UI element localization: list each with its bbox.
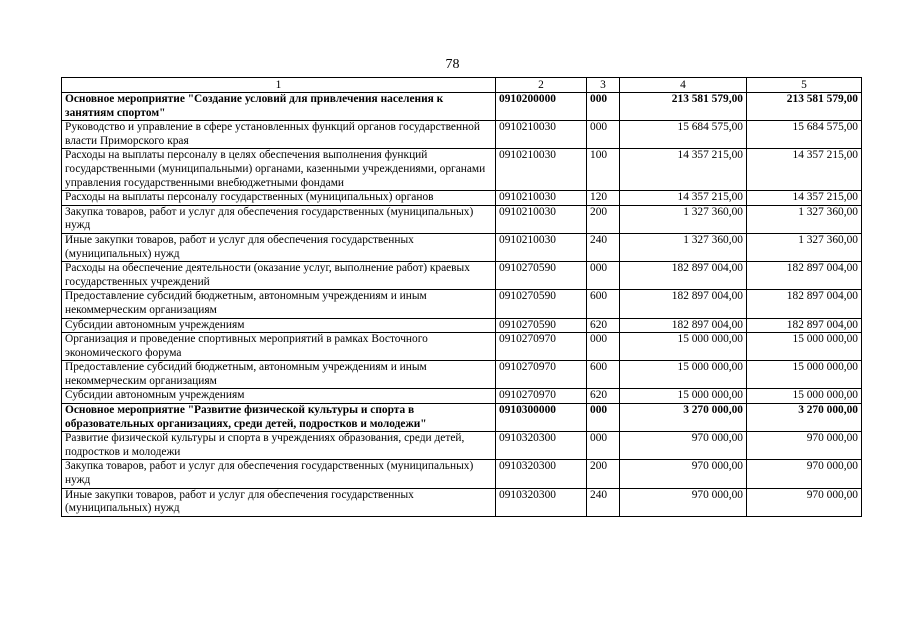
- table-row: [62, 205, 862, 233]
- row-kvr-cell: 000: [587, 121, 620, 149]
- row-sum1-cell: 970 000,00: [620, 432, 747, 460]
- row-code-cell: 0910210030: [496, 149, 587, 191]
- row-sum1-cell: 1 327 360,00: [620, 233, 747, 261]
- table-row: [62, 233, 862, 261]
- row-kvr-cell: 600: [587, 361, 620, 389]
- column-header-sum1: 4: [620, 78, 747, 93]
- row-kvr-cell: 620: [587, 389, 620, 404]
- row-sum2-cell: 1 327 360,00: [747, 233, 862, 261]
- row-sum1-cell: 182 897 004,00: [620, 262, 747, 290]
- row-sum1-cell: 182 897 004,00: [620, 290, 747, 318]
- row-sum2-cell: 182 897 004,00: [747, 262, 862, 290]
- table-row: [62, 460, 862, 488]
- row-name-cell: Основное мероприятие "Развитие физической культуры и спорта в образовательных организациях, среди детей, подростков и молодежи": [62, 404, 496, 432]
- row-name-cell: Субсидии автономным учреждениям: [62, 318, 496, 333]
- row-sum2-cell: 15 000 000,00: [747, 333, 862, 361]
- row-code-cell: 0910270590: [496, 262, 587, 290]
- row-kvr-cell: 000: [587, 262, 620, 290]
- row-name-cell: Расходы на обеспечение деятельности (оказание услуг, выполнение работ) краевых государственных учреждений: [62, 262, 496, 290]
- column-header-name: 1: [62, 78, 496, 93]
- row-sum1-cell: 14 357 215,00: [620, 191, 747, 206]
- row-sum1-cell: 970 000,00: [620, 488, 747, 516]
- row-sum1-cell: 15 684 575,00: [620, 121, 747, 149]
- row-name-cell: Организация и проведение спортивных мероприятий в рамках Восточного экономического форума: [62, 333, 496, 361]
- row-sum2-cell: 970 000,00: [747, 432, 862, 460]
- row-name-cell: Руководство и управление в сфере установленных функций органов государственной власти Приморского края: [62, 121, 496, 149]
- budget-table: [61, 77, 862, 517]
- row-code-cell: 0910210030: [496, 121, 587, 149]
- row-name-cell: Иные закупки товаров, работ и услуг для обеспечения государственных (муниципальных) нужд: [62, 488, 496, 516]
- row-name-cell: Субсидии автономным учреждениям: [62, 389, 496, 404]
- row-sum2-cell: 182 897 004,00: [747, 290, 862, 318]
- row-sum1-cell: 15 000 000,00: [620, 361, 747, 389]
- row-name-cell: Расходы на выплаты персоналу в целях обеспечения выполнения функций государственными (муниципальными) органами, казенными учреждениями, органами управления государственными внебюджетными фондами: [62, 149, 496, 191]
- column-header-sum2: 5: [747, 78, 862, 93]
- row-name-cell: Закупка товаров, работ и услуг для обеспечения государственных (муниципальных) нужд: [62, 205, 496, 233]
- row-sum2-cell: 15 684 575,00: [747, 121, 862, 149]
- row-kvr-cell: 200: [587, 205, 620, 233]
- row-sum1-cell: 970 000,00: [620, 460, 747, 488]
- row-kvr-cell: 200: [587, 460, 620, 488]
- row-kvr-cell: 000: [587, 404, 620, 432]
- row-code-cell: 0910270590: [496, 318, 587, 333]
- row-kvr-cell: 240: [587, 233, 620, 261]
- header-row: [62, 78, 862, 93]
- column-header-code: 2: [496, 78, 587, 93]
- row-sum2-cell: 182 897 004,00: [747, 318, 862, 333]
- row-code-cell: 0910210030: [496, 233, 587, 261]
- row-name-cell: Расходы на выплаты персоналу государственных (муниципальных) органов: [62, 191, 496, 206]
- row-sum1-cell: 1 327 360,00: [620, 205, 747, 233]
- row-kvr-cell: 620: [587, 318, 620, 333]
- row-sum2-cell: 3 270 000,00: [747, 404, 862, 432]
- row-code-cell: 0910270590: [496, 290, 587, 318]
- table-row: [62, 262, 862, 290]
- row-sum2-cell: 970 000,00: [747, 488, 862, 516]
- table-row: [62, 318, 862, 333]
- table-body: [62, 93, 862, 517]
- row-sum1-cell: 3 270 000,00: [620, 404, 747, 432]
- row-code-cell: 0910320300: [496, 432, 587, 460]
- row-kvr-cell: 120: [587, 191, 620, 206]
- row-sum1-cell: 15 000 000,00: [620, 389, 747, 404]
- row-name-cell: Развитие физической культуры и спорта в учреждениях образования, среди детей, подростков и молодежи: [62, 432, 496, 460]
- row-kvr-cell: 100: [587, 149, 620, 191]
- row-sum2-cell: 14 357 215,00: [747, 191, 862, 206]
- table-row: [62, 404, 862, 432]
- page-number: 78: [445, 57, 460, 72]
- row-code-cell: 0910270970: [496, 389, 587, 404]
- row-code-cell: 0910210030: [496, 205, 587, 233]
- table-row: [62, 432, 862, 460]
- row-code-cell: 0910270970: [496, 361, 587, 389]
- row-code-cell: 0910200000: [496, 93, 587, 121]
- row-sum2-cell: 213 581 579,00: [747, 93, 862, 121]
- table-row: [62, 488, 862, 516]
- row-name-cell: Закупка товаров, работ и услуг для обеспечения государственных (муниципальных) нужд: [62, 460, 496, 488]
- row-sum2-cell: 970 000,00: [747, 460, 862, 488]
- row-kvr-cell: 000: [587, 93, 620, 121]
- row-code-cell: 0910270970: [496, 333, 587, 361]
- row-sum1-cell: 182 897 004,00: [620, 318, 747, 333]
- column-header-kvr: 3: [587, 78, 620, 93]
- row-code-cell: 0910320300: [496, 460, 587, 488]
- row-code-cell: 0910320300: [496, 488, 587, 516]
- row-sum2-cell: 15 000 000,00: [747, 389, 862, 404]
- table-row: [62, 361, 862, 389]
- table-row: [62, 389, 862, 404]
- row-sum1-cell: 213 581 579,00: [620, 93, 747, 121]
- table-row: [62, 333, 862, 361]
- table-row: [62, 191, 862, 206]
- row-kvr-cell: 000: [587, 333, 620, 361]
- table-row: [62, 121, 862, 149]
- table-row: [62, 290, 862, 318]
- row-name-cell: Основное мероприятие "Создание условий для привлечения населения к занятиям спортом": [62, 93, 496, 121]
- row-code-cell: 0910210030: [496, 191, 587, 206]
- row-name-cell: Предоставление субсидий бюджетным, автономным учреждениям и иным некоммерческим организациям: [62, 290, 496, 318]
- row-sum2-cell: 15 000 000,00: [747, 361, 862, 389]
- row-sum2-cell: 1 327 360,00: [747, 205, 862, 233]
- row-kvr-cell: 600: [587, 290, 620, 318]
- row-name-cell: Предоставление субсидий бюджетным, автономным учреждениям и иным некоммерческим организациям: [62, 361, 496, 389]
- row-name-cell: Иные закупки товаров, работ и услуг для обеспечения государственных (муниципальных) нужд: [62, 233, 496, 261]
- row-sum2-cell: 14 357 215,00: [747, 149, 862, 191]
- row-sum1-cell: 15 000 000,00: [620, 333, 747, 361]
- table-row: [62, 149, 862, 191]
- row-kvr-cell: 240: [587, 488, 620, 516]
- row-kvr-cell: 000: [587, 432, 620, 460]
- row-sum1-cell: 14 357 215,00: [620, 149, 747, 191]
- table-row: [62, 93, 862, 121]
- row-code-cell: 0910300000: [496, 404, 587, 432]
